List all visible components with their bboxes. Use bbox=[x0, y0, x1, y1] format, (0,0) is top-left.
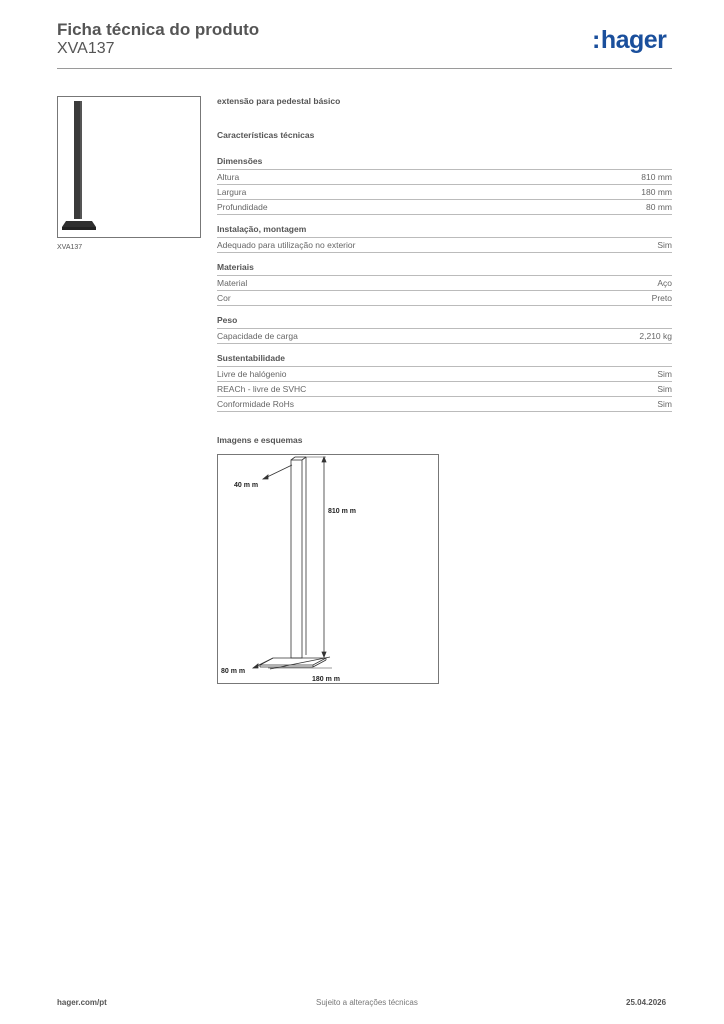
section-title-installation: Instalação, montagem bbox=[217, 224, 307, 234]
page-subtitle: XVA137 bbox=[57, 40, 115, 57]
spec-row bbox=[217, 237, 672, 253]
dim-label-height: 810 m m bbox=[328, 508, 357, 515]
spec-label: Livre de halógenio bbox=[217, 369, 287, 379]
spec-label: REACh - livre de SVHC bbox=[217, 384, 307, 394]
spec-value: 810 mm bbox=[641, 172, 672, 182]
spec-row bbox=[217, 275, 672, 290]
product-caption: XVA137 bbox=[57, 244, 83, 251]
spec-table-installation bbox=[217, 237, 672, 253]
spec-table-dimensions bbox=[217, 169, 672, 215]
spec-table-weight bbox=[217, 328, 672, 344]
images-heading: Imagens e esquemas bbox=[217, 435, 303, 445]
product-description: extensão para pedestal básico bbox=[217, 96, 341, 106]
dim-label-depth-base: 80 m m bbox=[221, 668, 246, 675]
spec-label: Altura bbox=[217, 172, 240, 182]
spec-row bbox=[217, 184, 672, 199]
footer-notice: Sujeito a alterações técnicas bbox=[316, 998, 418, 1007]
dim-label-width-base: 180 m m bbox=[312, 676, 341, 683]
spec-row bbox=[217, 328, 672, 344]
spec-value: Sim bbox=[657, 399, 672, 409]
spec-value: Preto bbox=[651, 293, 672, 303]
spec-row bbox=[217, 290, 672, 306]
spec-row bbox=[217, 381, 672, 396]
spec-value: Sim bbox=[657, 240, 672, 250]
spec-value: 2,210 kg bbox=[639, 331, 672, 341]
pedestal-extension-image bbox=[58, 97, 200, 237]
specifications-column bbox=[217, 96, 672, 445]
header-divider bbox=[57, 68, 672, 69]
spec-label: Largura bbox=[217, 187, 247, 197]
section-title-dimensions: Dimensões bbox=[217, 156, 263, 166]
dim-label-depth-top: 40 m m bbox=[234, 482, 259, 489]
spec-label: Material bbox=[217, 278, 248, 288]
spec-row bbox=[217, 169, 672, 184]
spec-label: Profundidade bbox=[217, 202, 268, 212]
hager-logo[interactable]: :hager bbox=[592, 26, 667, 54]
spec-value: Aço bbox=[657, 278, 672, 288]
footer-website-link[interactable]: hager.com/pt bbox=[57, 998, 107, 1007]
spec-value: 80 mm bbox=[646, 202, 672, 212]
spec-label: Capacidade de carga bbox=[217, 331, 298, 341]
tech-heading: Características técnicas bbox=[217, 130, 315, 140]
spec-table-sustainability bbox=[217, 366, 672, 412]
dimension-drawing-svg bbox=[218, 455, 438, 683]
spec-label: Cor bbox=[217, 293, 231, 303]
logo-text: hager bbox=[600, 26, 667, 54]
section-title-materials: Materiais bbox=[217, 262, 254, 272]
page-title: Ficha técnica do produto bbox=[57, 20, 260, 39]
spec-label: Conformidade RoHs bbox=[217, 399, 295, 409]
spec-row bbox=[217, 199, 672, 215]
spec-label: Adequado para utilização no exterior bbox=[217, 240, 356, 250]
section-title-sustainability: Sustentabilidade bbox=[217, 353, 286, 363]
footer-date: 25.04.2026 bbox=[626, 998, 667, 1007]
product-image-frame bbox=[57, 96, 201, 238]
section-title-weight: Peso bbox=[217, 315, 238, 325]
spec-row bbox=[217, 366, 672, 381]
spec-value: Sim bbox=[657, 369, 672, 379]
spec-value: 180 mm bbox=[641, 187, 672, 197]
spec-value: Sim bbox=[657, 384, 672, 394]
dimension-drawing bbox=[217, 454, 439, 684]
spec-row bbox=[217, 396, 672, 412]
spec-table-materials bbox=[217, 275, 672, 306]
